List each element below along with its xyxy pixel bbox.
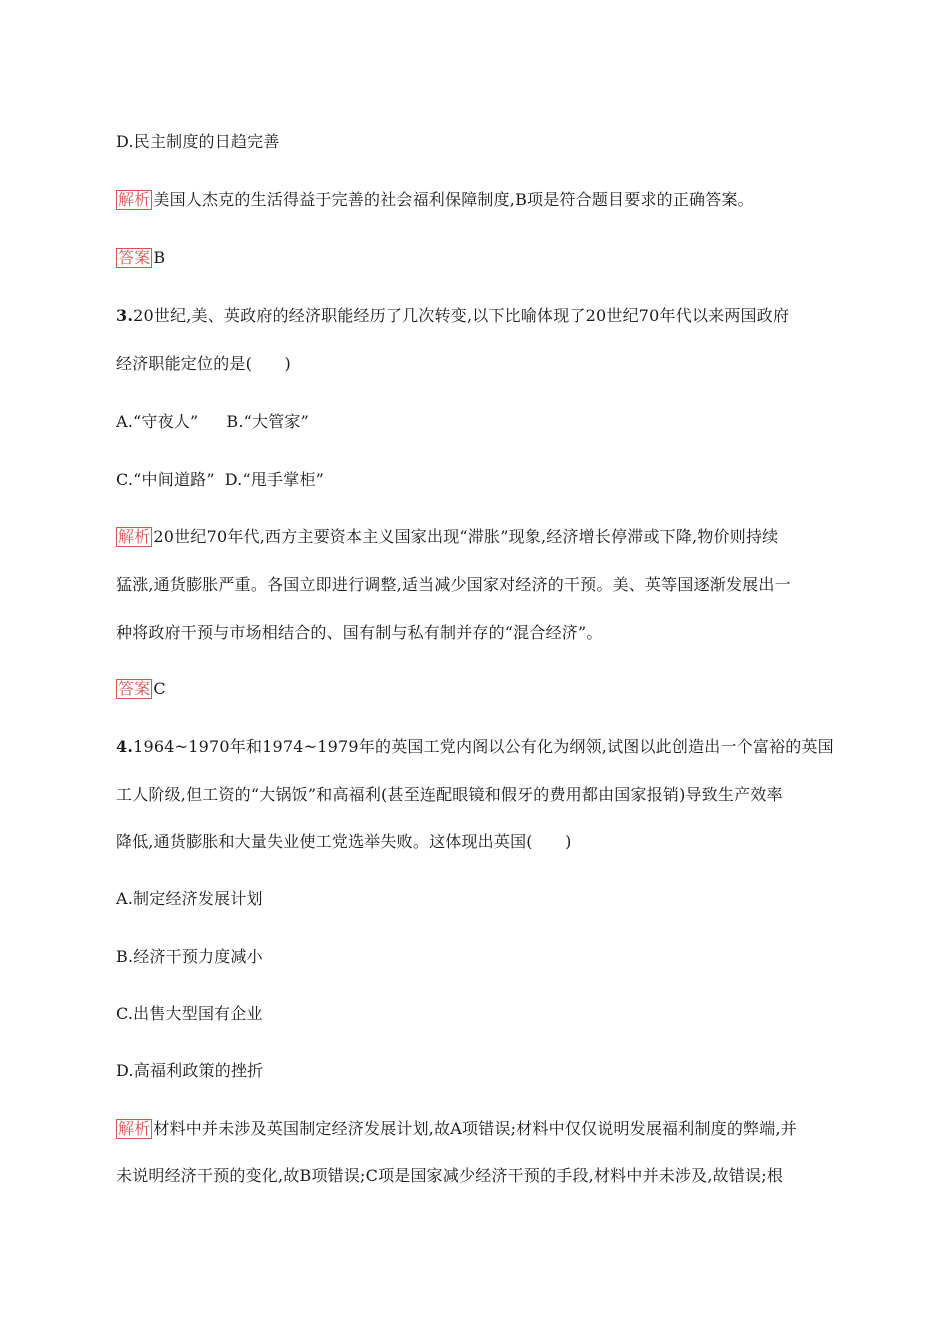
q4-option-d: D.高福利政策的挫折 (116, 1061, 264, 1080)
q3-option-a: A.“守夜人” (116, 412, 199, 431)
q2-analysis-text: 美国人杰克的生活得益于完善的社会福利保障制度,B项是符合题目要求的正确答案。 (153, 190, 754, 209)
q3-analysis-line2: 猛涨,通货膨胀严重。各国立即进行调整,适当减少国家对经济的干预。美、英等国逐渐发展出一 (116, 575, 791, 594)
q3-number: 3. (116, 306, 134, 325)
q3-options-ab (116, 412, 836, 432)
prev-option-d: D.民主制度的日趋完善 (116, 132, 280, 151)
q3-options-cd (116, 470, 836, 490)
q3-answer-value: C (153, 679, 166, 698)
q2-answer (116, 248, 836, 268)
q4-option-c: C.出售大型国有企业 (116, 1004, 263, 1023)
answer-tag: 答案 (118, 679, 151, 698)
q3-stem-text1: 20世纪,美、英政府的经济职能经历了几次转变,以下比喻体现了20世纪70年代以来两国政府 (133, 306, 790, 325)
answer-tag: 答案 (118, 248, 151, 267)
q2-answer-value: B (153, 248, 166, 267)
q3-analysis-line1 (116, 527, 836, 547)
q3-option-b: B.“大管家” (226, 412, 310, 431)
q4-number: 4. (116, 737, 134, 756)
q4-analysis-text1: 材料中并未涉及英国制定经济发展计划,故A项错误;材料中仅仅说明发展福利制度的弊端,并 (153, 1119, 797, 1138)
q3-answer (116, 679, 836, 699)
q3-option-d: D.“甩手掌柜” (224, 470, 325, 489)
q4-option-a: A.制定经济发展计划 (116, 889, 263, 908)
q3-stem-line1 (116, 306, 836, 326)
q3-stem-line2: 经济职能定位的是( ) (116, 354, 291, 373)
q3-analysis-line3: 种将政府干预与市场相结合的、国有制与私有制并存的“混合经济”。 (116, 623, 603, 642)
q4-analysis-line1 (116, 1119, 836, 1139)
q4-analysis-line2: 未说明经济干预的变化,故B项错误;C项是国家减少经济干预的手段,材料中并未涉及,故错误;根 (116, 1166, 784, 1185)
analysis-tag: 解析 (118, 527, 151, 546)
q4-option-b: B.经济干预力度减小 (116, 947, 263, 966)
q3-option-c: C.“中间道路” (116, 470, 215, 489)
analysis-tag: 解析 (118, 1119, 151, 1138)
q3-analysis-text1: 20世纪70年代,西方主要资本主义国家出现“滞胀”现象,经济增长停滞或下降,物价则持续 (153, 527, 779, 546)
q4-stem-text1: 1964~1970年和1974~1979年的英国工党内阁以公有化为纲领,试图以此创造出一个富裕的英国 (133, 737, 834, 756)
analysis-tag: 解析 (118, 190, 151, 209)
q2-analysis (116, 190, 836, 210)
q4-stem-line1 (116, 737, 836, 757)
q4-stem-line2: 工人阶级,但工资的“大锅饭”和高福利(甚至连配眼镜和假牙的费用都由国家报销)导致生产效率 (116, 785, 783, 804)
q4-stem-line3: 降低,通货膨胀和大量失业使工党选举失败。这体现出英国( ) (116, 832, 572, 851)
